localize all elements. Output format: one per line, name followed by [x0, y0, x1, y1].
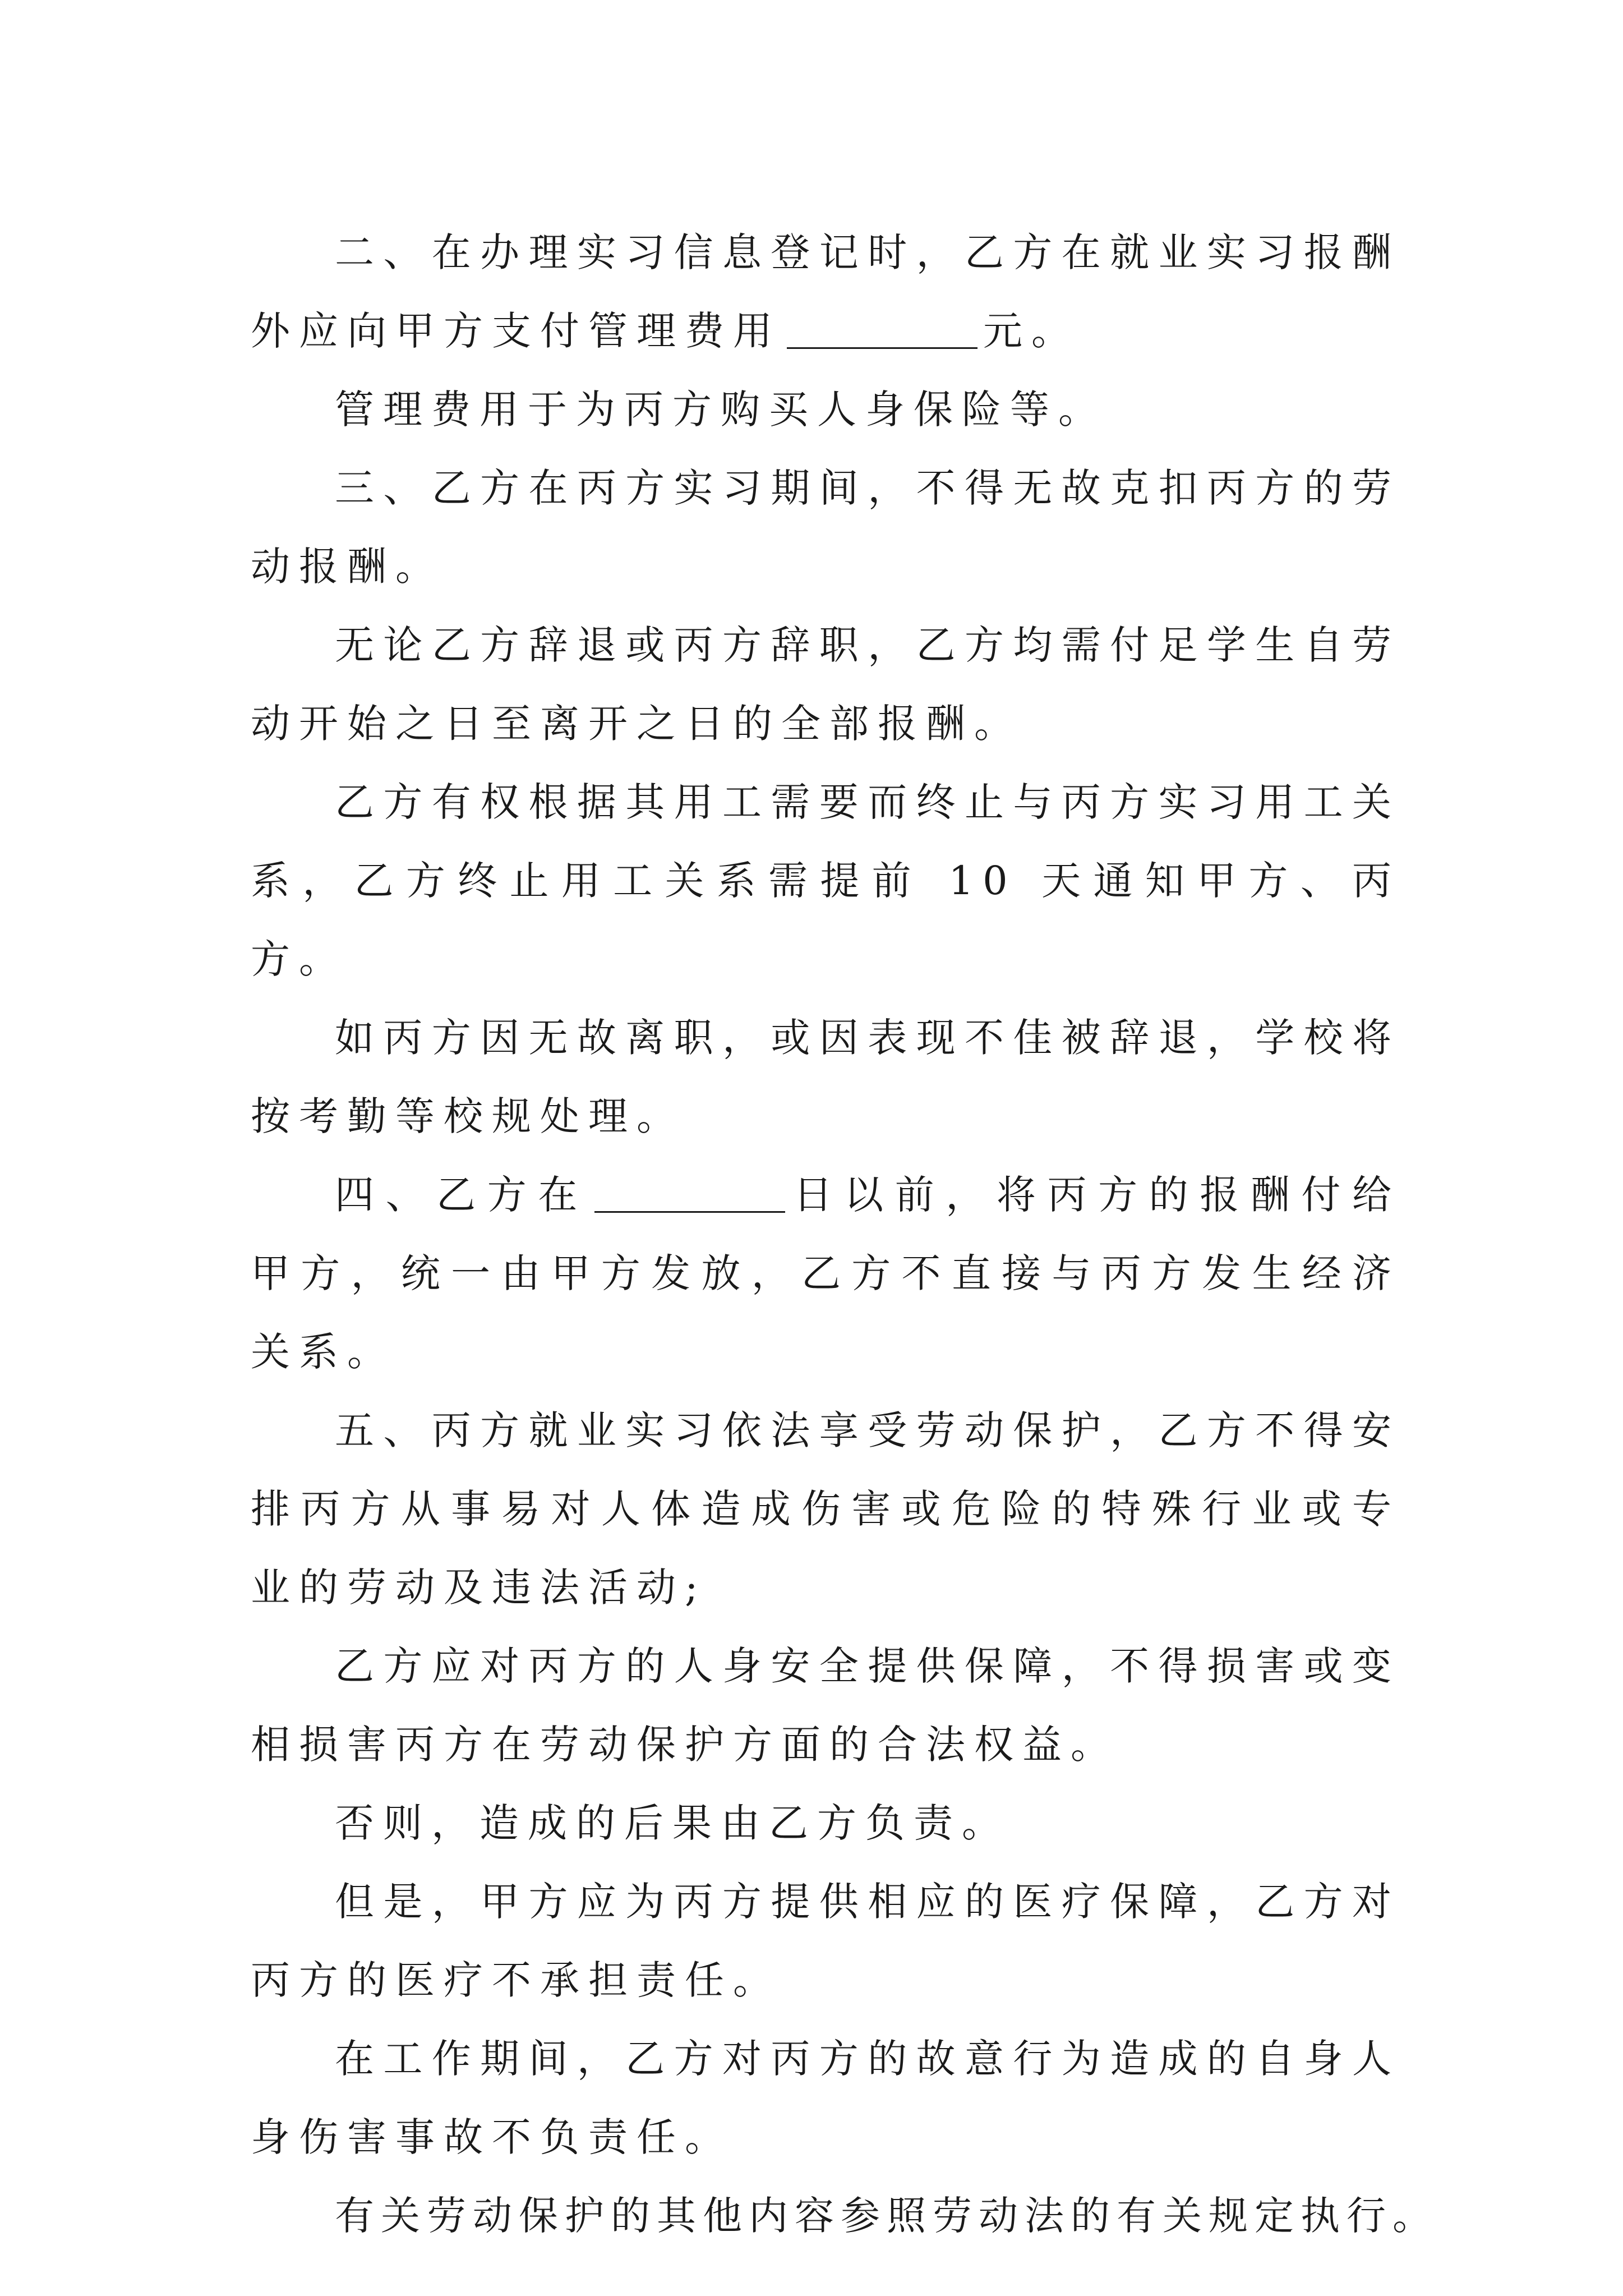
paragraph-liability: 否则，造成的后果由乙方负责。 — [335, 1800, 1010, 1846]
paragraph-clause-three: 三、乙方在丙方实习期间，不得无故克扣丙方的劳动报酬。 — [251, 465, 1400, 590]
paragraph-termination: 乙方有权根据其用工需要而终止与丙方实习用工关系，乙方终止用工关系需提前 10 天通知甲方、丙方。 — [251, 779, 1400, 982]
paragraph-intentional-acts: 在工作期间，乙方对丙方的故意行为造成的自身人身伤害事故不负责任。 — [251, 2036, 1400, 2160]
paragraph-text: 日以前，将丙方的报酬付给甲方，统一由甲方发放，乙方不直接与丙方发生经济关系。 — [251, 1172, 1401, 1375]
paragraph-management-fee — [251, 213, 1400, 370]
paragraph-safety: 乙方应对丙方的人身安全提供保障，不得损害或变相损害丙方在劳动保护方面的合法权益。 — [251, 1643, 1400, 1768]
date-blank-field[interactable] — [594, 1172, 785, 1213]
paragraph-text: 元。 — [983, 308, 1080, 354]
paragraph-discipline: 如丙方因无故离职，或因表现不佳被辞退，学校将按考勤等校规处理。 — [251, 1015, 1400, 1139]
document-body — [251, 213, 1438, 2255]
paragraph-insurance: 管理费用于为丙方购买人身保险等。 — [335, 386, 1106, 432]
paragraph-full-pay: 无论乙方辞退或丙方辞职，乙方均需付足学生自劳动开始之日至离开之日的全部报酬。 — [251, 622, 1400, 747]
paragraph-clause-four — [251, 1156, 1400, 1391]
paragraph-labor-law: 有关劳动保护的其他内容参照劳动法的有关规定执行。 — [335, 2193, 1438, 2239]
paragraph-medical: 但是，甲方应为丙方提供相应的医疗保障，乙方对丙方的医疗不承担责任。 — [251, 1879, 1400, 2003]
paragraph-text: 二、在办理实习信息登记时，乙方在就业实习报酬外应向甲方支付管理费用 — [251, 229, 1400, 354]
paragraph-text: 四、乙方在 — [335, 1172, 589, 1218]
paragraph-clause-five: 五、丙方就业实习依法享受劳动保护，乙方不得安排丙方从事易对人体造成伤害或危险的特殊行业或专业的劳动及违法活动; — [251, 1407, 1400, 1611]
fee-blank-field[interactable] — [787, 308, 978, 349]
